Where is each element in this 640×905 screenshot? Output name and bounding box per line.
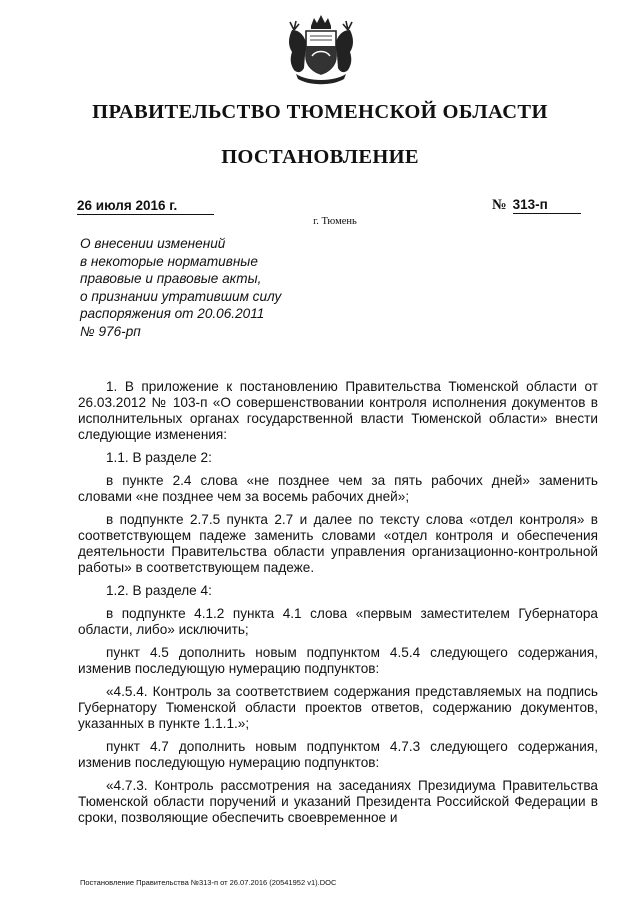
subject-line: о признании утратившим силу	[80, 288, 282, 304]
subject-line: в некоторые нормативные	[80, 253, 258, 269]
body-paragraph: пункт 4.5 дополнить новым подпунктом 4.5.4 следующего содержания, изменив последующую нумерацию подпунктов:	[78, 645, 598, 676]
subject-line: правовые и правовые акты,	[80, 271, 262, 286]
city-label: г. Тюмень	[313, 216, 357, 227]
document-body	[78, 379, 598, 830]
body-paragraph: 1.2. В разделе 4:	[106, 583, 212, 598]
document-number-block	[492, 197, 581, 214]
body-paragraph: в подпункте 2.7.5 пункта 2.7 и далее по тексту слова «отдел контроля» в соответствующем падеже заменить словами «отдел контроля и обеспечения деятельности Правительства области управления организационно-контрольной работы» в соответствующем падеже.	[78, 512, 598, 575]
body-paragraph: 1. В приложение к постановлению Правительства Тюменской области от 26.03.2012 № 103-п «О совершенствовании контроля исполнения документов в исполнительных органах государственной власти Тюменской области» внести следующие изменения:	[78, 379, 598, 442]
government-title: ПРАВИТЕЛЬСТВО ТЮМЕНСКОЙ ОБЛАСТИ	[92, 101, 548, 123]
coat-of-arms-emblem	[286, 12, 356, 88]
body-paragraph: пункт 4.7 дополнить новым подпунктом 4.7.3 следующего содержания, изменив последующую нумерацию подпунктов:	[78, 739, 598, 770]
subject-line: № 976-рп	[80, 323, 141, 339]
subject-line: О внесении изменений	[80, 236, 226, 251]
body-paragraph: 1.1. В разделе 2:	[106, 450, 212, 465]
subject-line: распоряжения от 20.06.2011	[80, 306, 265, 321]
body-paragraph: «4.7.3. Контроль рассмотрения на заседаниях Президиума Правительства Тюменской области поручений и указаний Президента Российской Федерации в сроки, позволяющие обеспечить своевременное и	[78, 778, 598, 825]
body-paragraph: «4.5.4. Контроль за соответствием содержания представляемых на подпись Губернатору Тюменской области проектов ответов, содержанию документов, указанных в пункте 1.1.1.»;	[78, 684, 598, 731]
document-type: ПОСТАНОВЛЕНИЕ	[221, 146, 419, 168]
document-subject	[80, 235, 380, 340]
body-paragraph: в пункте 2.4 слова «не позднее чем за пять рабочих дней» заменить словами «не позднее чем за восемь рабочих дней»;	[78, 473, 598, 504]
document-number: 313-п	[513, 197, 581, 214]
body-paragraph: в подпункте 4.1.2 пункта 4.1 слова «первым заместителем Губернатора области, либо» исключить;	[78, 606, 598, 637]
document-footer: Постановление Правительства №313-п от 26.07.2016 (20541952 v1).DOC	[80, 878, 337, 887]
document-date: 26 июля 2016 г.	[77, 198, 214, 215]
number-sign: №	[492, 197, 507, 213]
